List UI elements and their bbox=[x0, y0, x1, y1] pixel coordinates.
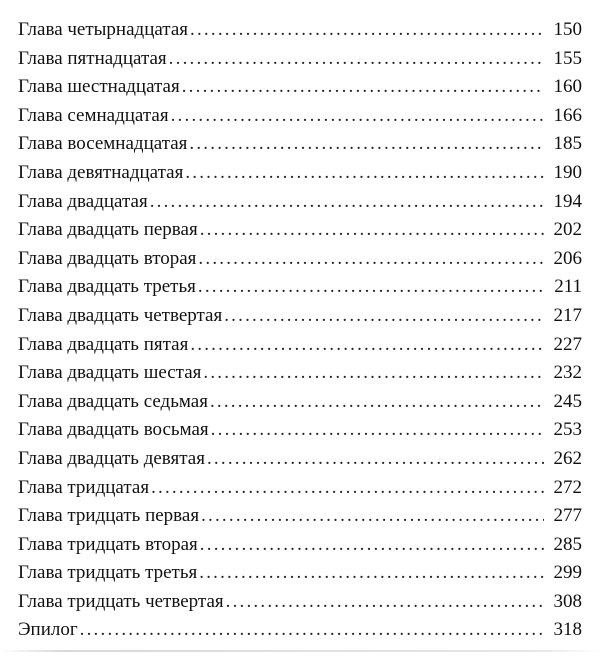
toc-entry bbox=[18, 388, 582, 417]
toc-entry-page-number: 211 bbox=[554, 276, 582, 298]
toc-entry bbox=[18, 130, 582, 159]
toc-entry bbox=[18, 416, 582, 445]
toc-entry-title: Глава восемнадцатая bbox=[18, 133, 188, 155]
toc-entry-page-number: 308 bbox=[553, 590, 582, 612]
toc-entry-title: Глава двадцать третья bbox=[18, 276, 196, 298]
toc-entry-page-number: 277 bbox=[553, 505, 582, 527]
dot-leader bbox=[150, 188, 544, 217]
toc-entry-page-number: 299 bbox=[553, 562, 582, 584]
toc-entry-title: Глава двадцать восьмая bbox=[18, 419, 209, 441]
page-edge-divider bbox=[0, 650, 600, 652]
toc-entry-page-number: 232 bbox=[553, 362, 582, 384]
toc-entry bbox=[18, 16, 582, 45]
toc-entry-page-number: 245 bbox=[553, 390, 582, 412]
toc-entry-title: Глава двадцать шестая bbox=[18, 362, 202, 384]
toc-entry-page-number: 217 bbox=[553, 304, 582, 326]
toc-entry bbox=[18, 245, 582, 274]
toc-entry-title: Эпилог bbox=[18, 619, 78, 641]
toc-entry-title: Глава тридцать четвертая bbox=[18, 590, 224, 612]
dot-leader bbox=[226, 588, 544, 617]
dot-leader bbox=[224, 302, 544, 331]
dot-leader bbox=[151, 474, 544, 503]
toc-entry-page-number: 150 bbox=[553, 19, 582, 40]
table-of-contents bbox=[18, 16, 582, 645]
toc-entry-page-number: 190 bbox=[553, 161, 582, 183]
dot-leader bbox=[189, 130, 544, 159]
dot-leader bbox=[80, 616, 544, 645]
toc-entry-page-number: 262 bbox=[553, 447, 582, 469]
toc-entry bbox=[18, 502, 582, 531]
toc-entry bbox=[18, 302, 582, 331]
toc-entry-title: Глава четырнадцатая bbox=[18, 19, 189, 40]
toc-entry bbox=[18, 445, 582, 474]
toc-entry bbox=[18, 331, 582, 360]
toc-entry-title: Глава двадцать первая bbox=[18, 219, 198, 241]
toc-entry-page-number: 318 bbox=[553, 619, 582, 641]
toc-entry bbox=[18, 273, 582, 302]
toc-entry bbox=[18, 188, 582, 217]
dot-leader bbox=[198, 273, 544, 302]
toc-entry-title: Глава тридцать третья bbox=[18, 562, 198, 584]
toc-entry bbox=[18, 559, 582, 588]
toc-entry-title: Глава тридцать первая bbox=[18, 505, 200, 527]
dot-leader bbox=[171, 102, 544, 131]
toc-entry-page-number: 227 bbox=[553, 333, 582, 355]
dot-leader bbox=[190, 331, 544, 360]
toc-entry-page-number: 202 bbox=[553, 219, 582, 241]
dot-leader bbox=[211, 416, 544, 445]
dot-leader bbox=[210, 388, 544, 417]
toc-entry-page-number: 185 bbox=[553, 133, 582, 155]
toc-entry-title: Глава двадцать вторая bbox=[18, 247, 197, 269]
dot-leader bbox=[207, 445, 544, 474]
toc-entry bbox=[18, 159, 582, 188]
toc-entry-title: Глава шестнадцатая bbox=[18, 76, 180, 98]
toc-entry-title: Глава семнадцатая bbox=[18, 104, 169, 126]
toc-entry-page-number: 194 bbox=[553, 190, 582, 212]
toc-entry bbox=[18, 216, 582, 245]
toc-entry-page-number: 285 bbox=[553, 533, 582, 555]
toc-entry-page-number: 155 bbox=[553, 47, 582, 69]
dot-leader bbox=[169, 45, 544, 74]
toc-entry-title: Глава двадцатая bbox=[18, 190, 148, 212]
toc-entry bbox=[18, 474, 582, 503]
dot-leader bbox=[200, 531, 544, 560]
toc-entry bbox=[18, 588, 582, 617]
toc-entry-page-number: 166 bbox=[553, 104, 582, 126]
toc-entry bbox=[18, 531, 582, 560]
toc-entry bbox=[18, 45, 582, 74]
toc-entry-page-number: 160 bbox=[553, 76, 582, 98]
toc-entry-title: Глава девятнадцатая bbox=[18, 161, 184, 183]
dot-leader bbox=[190, 16, 544, 45]
toc-entry-page-number: 206 bbox=[553, 247, 582, 269]
toc-entry bbox=[18, 616, 582, 645]
toc-entry-page-number: 272 bbox=[553, 476, 582, 498]
dot-leader bbox=[201, 502, 544, 531]
dot-leader bbox=[182, 73, 544, 102]
toc-entry-title: Глава двадцать седьмая bbox=[18, 390, 208, 412]
toc-entry-title: Глава двадцать четвертая bbox=[18, 304, 223, 326]
toc-entry-title: Глава тридцатая bbox=[18, 476, 150, 498]
toc-entry bbox=[18, 359, 582, 388]
dot-leader bbox=[198, 245, 544, 274]
toc-entry bbox=[18, 73, 582, 102]
dot-leader bbox=[199, 559, 544, 588]
toc-entry-title: Глава пятнадцатая bbox=[18, 47, 167, 69]
toc-entry bbox=[18, 102, 582, 131]
toc-entry-title: Глава двадцать пятая bbox=[18, 333, 189, 355]
dot-leader bbox=[203, 359, 544, 388]
toc-entry-title: Глава двадцать девятая bbox=[18, 447, 205, 469]
dot-leader bbox=[185, 159, 544, 188]
toc-entry-title: Глава тридцать вторая bbox=[18, 533, 198, 555]
dot-leader bbox=[200, 216, 544, 245]
toc-entry-page-number: 253 bbox=[553, 419, 582, 441]
